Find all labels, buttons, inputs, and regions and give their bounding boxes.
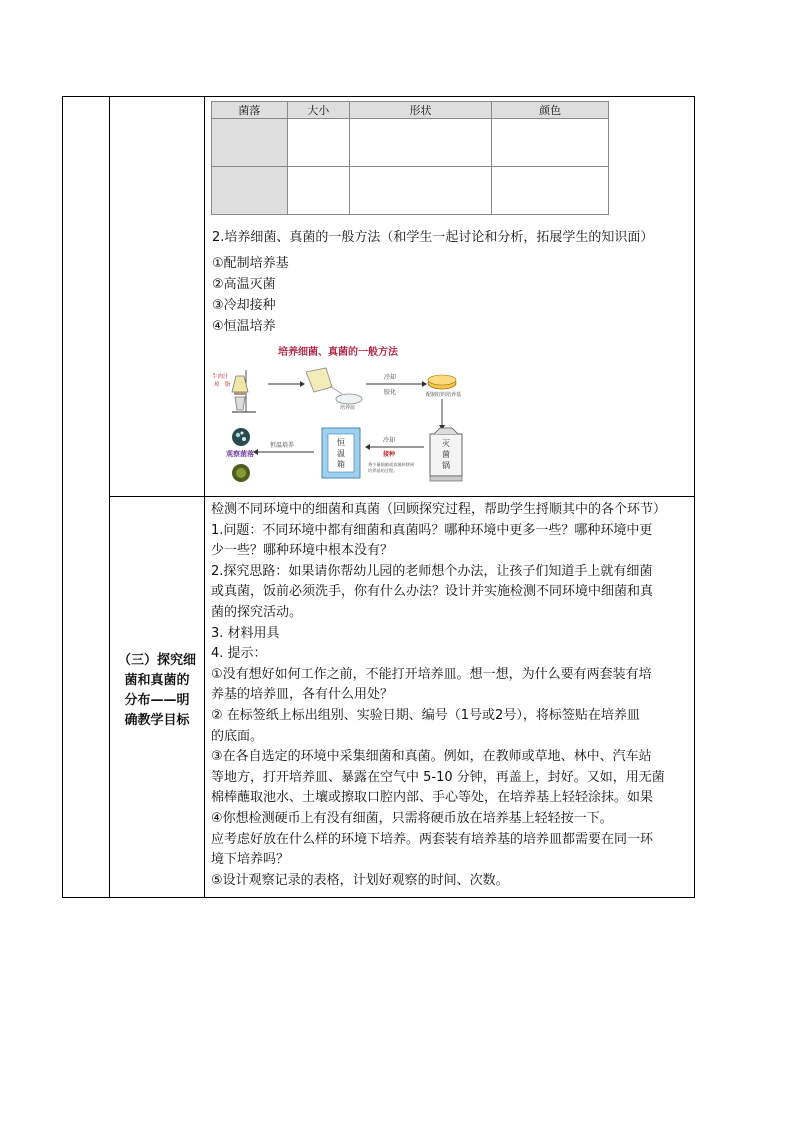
section3-line: ①没有想好如何工作之前，不能打开培养皿。想一想，为什么要有两套装有培 bbox=[211, 666, 652, 682]
section3-line: 境下培养吗？ bbox=[211, 852, 290, 868]
section3-line: ④你想检测硬币上有没有细菌，只需将硬币放在培养基上轻轻按一下。 bbox=[211, 810, 613, 826]
label-observe: 观察菌落 bbox=[226, 450, 254, 458]
incubator-icon bbox=[322, 428, 360, 478]
label-agar: 琼 脂 bbox=[214, 382, 231, 388]
section3-line: 2.探究思路：如果请你帮幼儿园的老师想个办法，让孩子们知道手上就有细菌 bbox=[211, 563, 653, 579]
section3-line: 或真菌，饭前必须洗手，你有什么办法？设计并实施检测不同环境中细菌和真 bbox=[211, 584, 654, 600]
label-inoculate-note: 将少量细菌或真菌转移到 bbox=[368, 462, 415, 467]
label-cool2: 冷却 bbox=[383, 437, 396, 444]
method-step-2: ②高温灭菌 bbox=[212, 277, 276, 292]
petri-dish-icon bbox=[336, 394, 362, 404]
label-incubator: 恒 bbox=[337, 438, 345, 447]
label-dish: 培养皿 bbox=[340, 405, 356, 411]
header-shape: 形状 bbox=[349, 102, 492, 119]
label-cool: 冷却 bbox=[384, 374, 397, 381]
flask-heater-icon bbox=[232, 370, 256, 412]
section3-line: 检测不同环境中的细菌和真菌（回顾探究过程，帮助学生捋顺其中的各个环节） bbox=[211, 502, 667, 517]
culture-method-diagram bbox=[208, 342, 470, 492]
label-beef: 牛肉汁 bbox=[212, 374, 229, 380]
section3-line: 等地方，打开培养皿、暴露在空气中 5-10 分钟，再盖上，封好。又如，用无菌 bbox=[211, 769, 665, 785]
table-row bbox=[212, 167, 609, 215]
section3-line: 菌的探究活动。 bbox=[211, 604, 303, 620]
header-size: 大小 bbox=[287, 102, 349, 119]
label-inoculate: 接种 bbox=[383, 451, 396, 458]
svg-text:锅: 锅 bbox=[442, 461, 450, 470]
colony-table bbox=[211, 101, 609, 215]
section3-line: ② 在标签纸上标出组别、实验日期、编号（1号或2号），将标签贴在培养皿 bbox=[211, 707, 640, 723]
svg-text:箱: 箱 bbox=[337, 460, 345, 469]
header-colony: 菌落 bbox=[212, 102, 288, 119]
prepared-medium-icon bbox=[428, 375, 456, 389]
section3-line: 棉棒蘸取池水、土壤或擦取口腔内部、手心等处，在培养基上轻轻涂抹。如果 bbox=[211, 790, 654, 806]
section3-line: 4. 提示： bbox=[211, 646, 267, 662]
section3-line: 养基的培养皿，各有什么用处？ bbox=[211, 687, 394, 703]
svg-text:温: 温 bbox=[337, 449, 345, 458]
section3-label: （三）探究细 菌和真菌的 分布——明 确教学目标 bbox=[117, 653, 196, 728]
diagram-title: 培养细菌、真菌的一般方法 bbox=[278, 347, 398, 358]
section3-line: 1.问题：不同环境中都有细菌和真菌吗？哪种环境中更多一些？哪种环境中更 bbox=[211, 522, 653, 538]
column-divider-2 bbox=[204, 96, 205, 898]
section3-line: ⑤设计观察记录的表格，计划好观察的时间、次数。 bbox=[211, 872, 509, 888]
sterilizer-icon bbox=[430, 428, 462, 481]
column-divider-1 bbox=[109, 96, 110, 898]
method-step-3: ③冷却接种 bbox=[212, 298, 276, 313]
label-prepared: 配制好的培养基 bbox=[426, 392, 462, 398]
section3-line: 应考虑好放在什么样的环境下培养。两套装有培养基的培养皿都需要在同一环 bbox=[211, 831, 654, 847]
section3-line: 的底面。 bbox=[211, 728, 264, 744]
pouring-beaker-icon bbox=[306, 368, 342, 394]
svg-text:菌: 菌 bbox=[442, 450, 450, 459]
section3-line: ③在各自选定的环境中采集细菌和真菌。例如，在教师或草地、林中、汽车站 bbox=[211, 749, 652, 765]
header-color: 颜色 bbox=[492, 102, 609, 119]
svg-text:培养基的过程。: 培养基的过程。 bbox=[368, 468, 398, 473]
label-solidify: 胶化 bbox=[384, 389, 397, 396]
method-step-4: ④恒温培养 bbox=[212, 319, 276, 334]
table-row bbox=[212, 119, 609, 167]
row-divider bbox=[109, 496, 695, 497]
method-step-1: ①配制培养基 bbox=[212, 256, 289, 271]
section3-content bbox=[211, 500, 691, 891]
colony-table-header bbox=[212, 102, 609, 119]
label-incubate: 恒温培养 bbox=[270, 442, 295, 449]
method-heading: 2.培养细菌、真菌的一般方法（和学生一起讨论和分析，拓展学生的知识面） bbox=[212, 230, 654, 245]
section3-line: 3. 材料用具 bbox=[211, 625, 280, 641]
section3-line: 少一些？哪种环境中根本没有？ bbox=[211, 543, 394, 559]
label-sterilizer: 灭 bbox=[442, 439, 450, 448]
